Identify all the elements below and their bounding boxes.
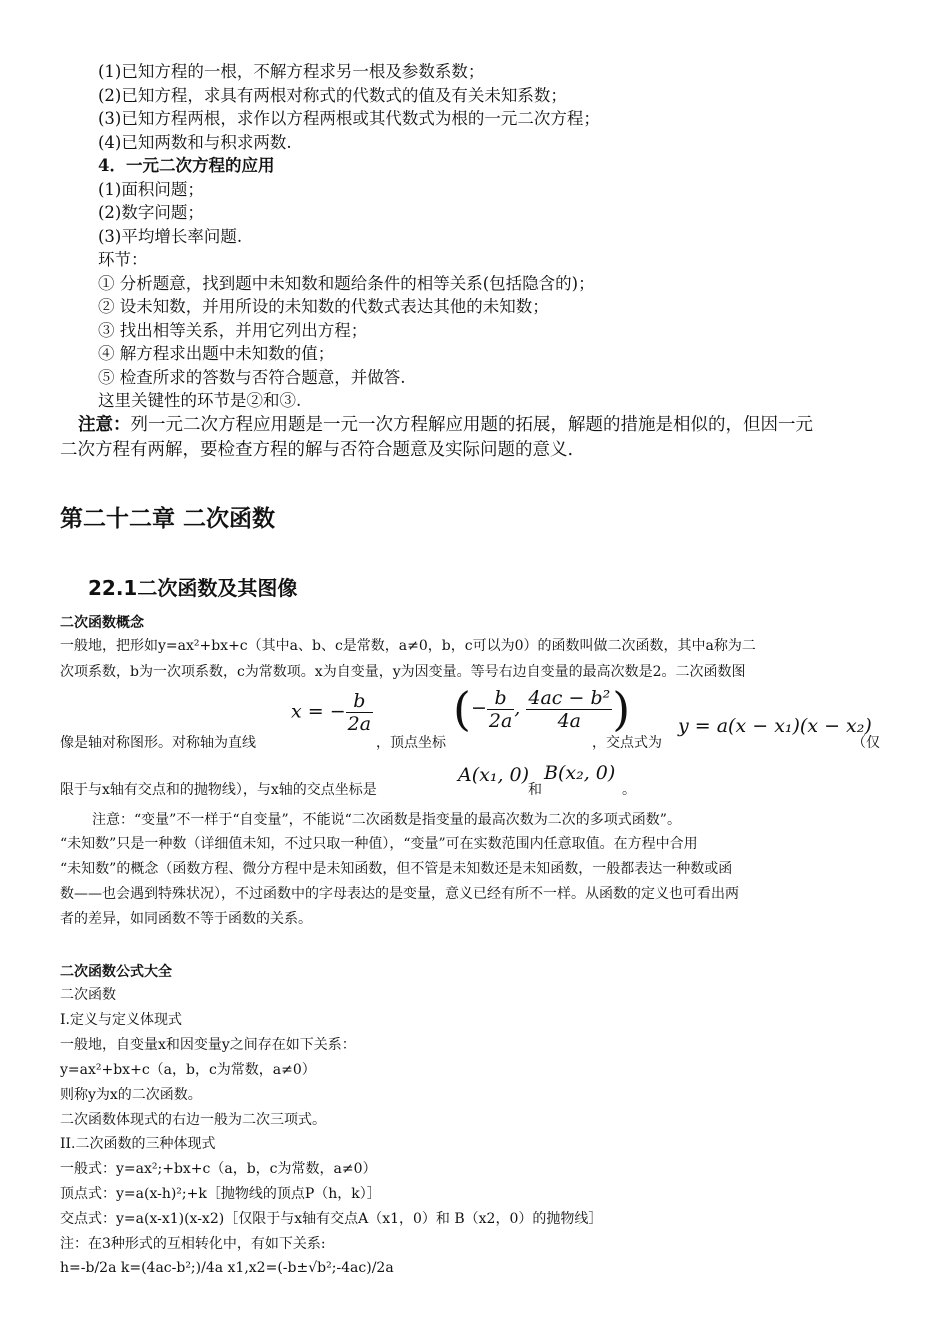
- text-line: 注意：“变量”不一样于“自变量”，不能说“二次函数是指变量的最高次数为二次的多项式函数”。: [92, 812, 681, 828]
- formulas-title: 二次函数公式大全: [60, 964, 172, 980]
- text-line: (3)已知方程两根，求作以方程两根或其代数式为根的一元二次方程；: [98, 109, 600, 128]
- text-line: 顶点式：y=a(x-h)²;+k［抛物线的顶点P（h，k）］: [60, 1186, 381, 1202]
- subheading: 4．一元二次方程的应用: [98, 156, 275, 175]
- text-line: 一般式：y=ax²;+bx+c（a，b，c为常数，a≠0）: [60, 1161, 377, 1177]
- text-line: 二次方程有两解，要检查方程的解与否符合题意及实际问题的意义.: [60, 440, 574, 460]
- text-line: ，顶点坐标: [376, 735, 446, 751]
- text-line: (1)已知方程的一根，不解方程求另一根及参数系数；: [98, 62, 485, 81]
- chapter-title: 第二十二章 二次函数: [60, 506, 276, 532]
- text-line: y=ax²+bx+c（a，b，c为常数，a≠0）: [60, 1062, 316, 1078]
- text-line: ，交点式为: [592, 735, 662, 751]
- section-title: 22.1二次函数及其图像: [88, 576, 298, 600]
- text-line: (1)面积问题；: [98, 180, 204, 199]
- text-line: 数——也会遇到特殊状况），不过函数中的字母表达的是变量，意义已经有所不一样。从函数的定义也可看出两: [60, 886, 739, 902]
- note-paragraph: [78, 413, 813, 438]
- text-line: 一般地，自变量x和因变量y之间存在如下关系：: [60, 1037, 356, 1053]
- text-line: 限于与x轴有交点和的抛物线），与x轴的交点坐标是: [60, 782, 377, 798]
- step-item: ① 分析题意，找到题中未知数和题给条件的相等关系(包括隐含的)；: [98, 274, 595, 293]
- text-line: 者的差异，如同函数不等于函数的关系。: [60, 911, 312, 927]
- text-line: 像是轴对称图形。对称轴为直线: [60, 735, 256, 751]
- text-line: 一般地，把形如y=ax²+bx+c（其中a、b、c是常数，a≠0，b，c可以为0）的函数叫做二次函数，其中a称为二: [60, 638, 756, 654]
- formula-vertex: (− $\frac{b}{2a}$ , $\frac{\text{4ac − b²}}{4a}$ ): [453, 682, 631, 736]
- text-line: I.定义与定义体现式: [60, 1012, 182, 1028]
- step-item: ④ 解方程求出题中未知数的值；: [98, 344, 335, 363]
- text-line: h=-b/2a k=(4ac-b²;)/4a x1,x2=(-b±√b²;-4ac)/2a: [60, 1260, 394, 1276]
- note-label: 注意：: [78, 415, 131, 435]
- text-line: 交点式：y=a(x-x1)(x-x2)［仅限于与x轴有交点A（x1，0）和 B（x2，0）的抛物线］: [60, 1211, 603, 1227]
- formula-point-b: B(x₂, 0): [544, 762, 616, 784]
- step-item: ⑤ 检查所求的答数与否符合题意，并做答.: [98, 368, 406, 387]
- text-line: (2)已知方程，求具有两根对称式的代数式的值及有关未知系数；: [98, 86, 567, 105]
- text-line: 这里关键性的环节是②和③.: [98, 391, 302, 410]
- text-line: 二次函数: [60, 987, 116, 1003]
- step-item: ③ 找出相等关系，并用它列出方程；: [98, 321, 368, 340]
- text-line: （仅: [852, 735, 880, 751]
- formula-intercept: y = a(x − x₁)(x − x₂): [678, 715, 872, 737]
- formula-point-a: A(x₁, 0): [458, 764, 530, 786]
- text-line: 。: [622, 782, 636, 798]
- step-item: ② 设未知数，并用所设的未知数的代数式表达其他的未知数；: [98, 297, 549, 316]
- concept-title: 二次函数概念: [60, 615, 144, 631]
- text-line: (3)平均增长率问题.: [98, 227, 243, 246]
- text-line: (4)已知两数和与积求两数.: [98, 133, 292, 152]
- text-line: 二次函数体现式的右边一般为二次三项式。: [60, 1112, 326, 1128]
- text-line: 环节：: [98, 250, 148, 269]
- text-line: 则称y为x的二次函数。: [60, 1087, 202, 1103]
- text-line: 次项系数，b为一次项系数，c为常数项。x为自变量，y为因变量。等号右边自变量的最高次数是2。二次函数图: [60, 664, 746, 680]
- note-text: 列一元二次方程应用题是一元一次方程解应用题的拓展，解题的措施是相似的，但因一元: [130, 415, 813, 435]
- text-line: 和: [528, 782, 542, 798]
- text-line: “未知数”只是一种数（详细值未知，不过只取一种值），“变量”可在实数范围内任意取值。在方程中合用: [60, 836, 698, 852]
- text-line: (2)数字问题；: [98, 203, 204, 222]
- text-line: “未知数”的概念（函数方程、微分方程中是未知函数，但不管是未知数还是未知函数，一般都表达一种数或函: [60, 861, 733, 877]
- text-line: 注：在3种形式的互相转化中，有如下关系:: [60, 1236, 326, 1252]
- text-line: II.二次函数的三种体现式: [60, 1136, 216, 1152]
- formula-axis: x = − $\frac{b}{2a}$: [291, 690, 372, 735]
